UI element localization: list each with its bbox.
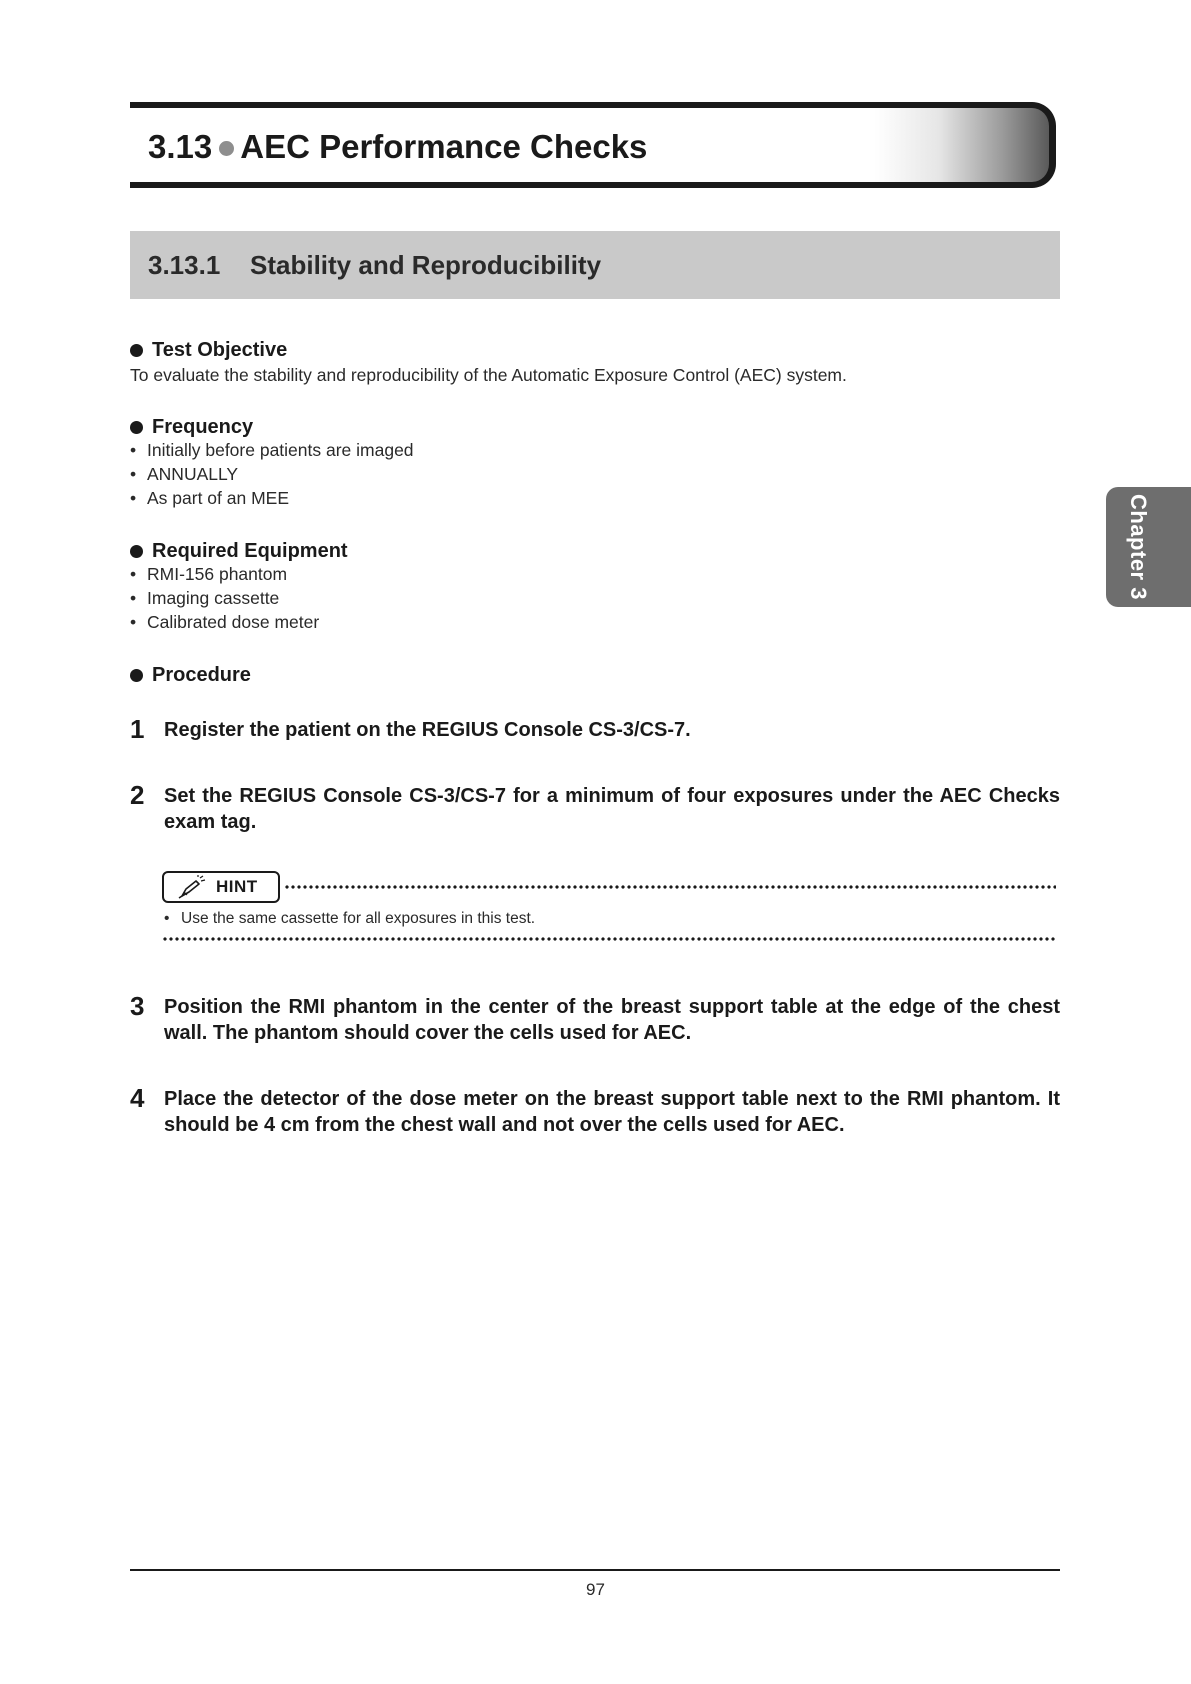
hint-text: • Use the same cassette for all exposures in this test. (164, 910, 536, 927)
step-text: Place the detector of the dose meter on the breast support table next to the RMI phantom. It should be 4 cm from the chest wall and not over the cells used for AEC. (164, 1088, 1060, 1136)
bullet-icon (130, 545, 143, 558)
equipment-item: • Calibrated dose meter (130, 612, 320, 632)
frequency-item-text: As part of an MEE (147, 488, 290, 508)
bullet-icon (130, 344, 143, 357)
chapter-tab-label: Chapter 3 (1126, 494, 1151, 600)
step-number: 4 (130, 1083, 145, 1113)
step-text: Position the RMI phantom in the center of the breast support table at the edge of the chest wall. The phantom should cover the cells used for AEC. (164, 996, 1060, 1044)
hint-dotted-rule-top (284, 885, 1056, 889)
frequency-heading (130, 416, 253, 439)
test-objective-heading (130, 339, 287, 362)
procedure-heading-text: Procedure (152, 664, 251, 686)
hint-text-content: Use the same cassette for all exposures in this test. (181, 910, 536, 927)
subsection-header (130, 231, 1060, 299)
bullet-icon (130, 669, 143, 682)
hint-pen-icon (176, 875, 206, 899)
footer-rule (130, 1569, 1060, 1571)
equipment-item-text: Imaging cassette (147, 588, 280, 608)
test-objective-text: To evaluate the stability and reproducibility of the Automatic Exposure Control (AEC) system. (130, 365, 847, 385)
frequency-item: • As part of an MEE (130, 488, 290, 508)
section-number: 3.13 (148, 128, 213, 165)
subsection-title: Stability and Reproducibility (250, 249, 602, 280)
section-dot-icon (219, 141, 234, 156)
frequency-item-text: ANNUALLY (147, 464, 239, 484)
subsection-number: 3.13.1 (148, 249, 221, 280)
step-text: Set the REGIUS Console CS-3/CS-7 for a minimum of four exposures under the AEC Checks exam tag. (164, 785, 1060, 833)
frequency-item: • ANNUALLY (130, 464, 239, 484)
procedure-heading (130, 664, 251, 687)
equipment-item: • RMI-156 phantom (130, 564, 288, 584)
step-number: 3 (130, 991, 145, 1021)
frequency-item: • Initially before patients are imaged (130, 440, 414, 460)
equipment-heading (130, 540, 348, 563)
page-number: 97 (586, 1580, 605, 1599)
frequency-item-text: Initially before patients are imaged (147, 440, 414, 460)
equipment-item-text: RMI-156 phantom (147, 564, 288, 584)
section-title-text: AEC Performance Checks (240, 128, 648, 165)
equipment-item: • Imaging cassette (130, 588, 280, 608)
equipment-heading-text: Required Equipment (152, 540, 348, 562)
equipment-item-text: Calibrated dose meter (147, 612, 320, 632)
step-number: 2 (130, 780, 145, 810)
hint-label (162, 871, 280, 903)
hint-label-text: HINT (216, 877, 258, 896)
test-objective-heading-text: Test Objective (152, 339, 288, 361)
step-number: 1 (130, 714, 145, 744)
frequency-heading-text: Frequency (152, 416, 254, 438)
section-title (148, 128, 647, 166)
step-text: Register the patient on the REGIUS Console CS-3/CS-7. (164, 719, 691, 741)
hint-dotted-rule-bottom (162, 937, 1056, 941)
bullet-icon (130, 421, 143, 434)
